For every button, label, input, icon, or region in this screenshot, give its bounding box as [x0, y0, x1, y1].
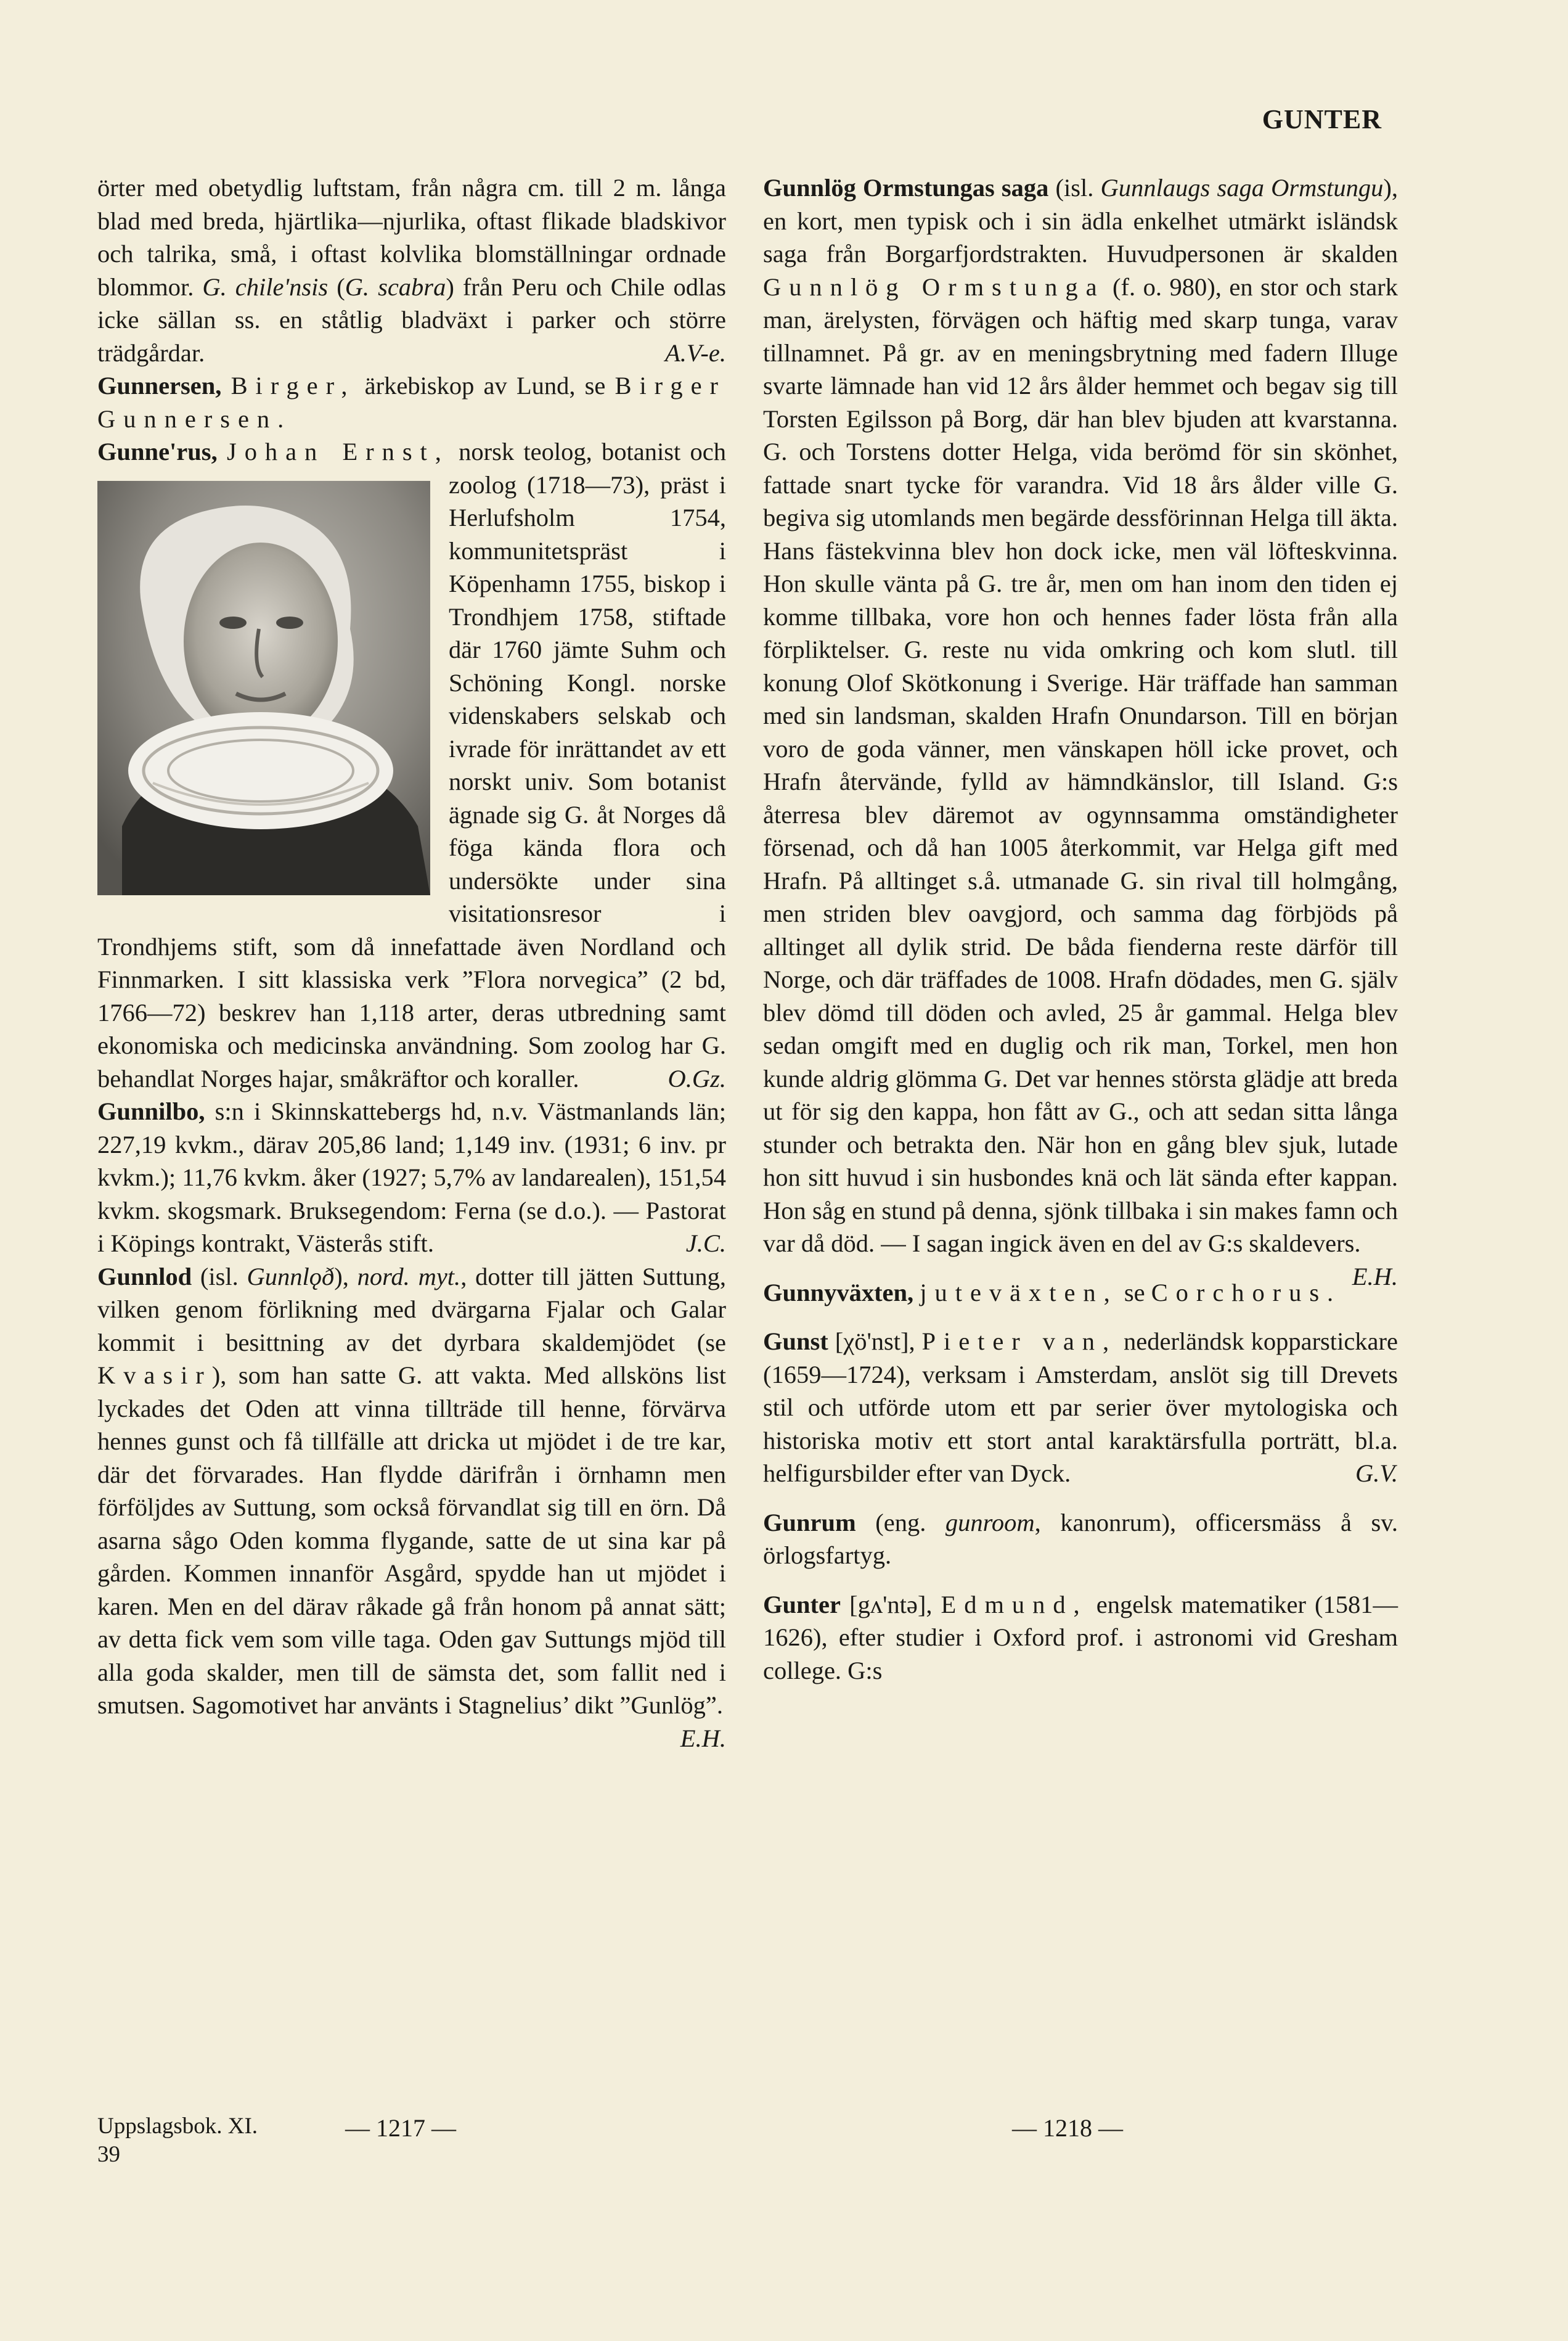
author-signature: E.H.: [680, 1724, 726, 1752]
author-signature: O.Gz.: [668, 1064, 726, 1093]
author-signature: G.V.: [1355, 1459, 1398, 1487]
entry-gunrum: Gunrum (eng. gunroom, kanonrum), officersmäss å sv. örlogsfartyg.: [763, 1508, 1398, 1569]
page-number-left: — 1217 —: [345, 2114, 456, 2142]
running-head: GUNTER: [1262, 104, 1382, 134]
headword: Gunst: [763, 1327, 828, 1355]
entry-gunter: Gunter [gʌ'ntə], Edmund, engelsk matematiker (1581—1626), efter studier i Oxford prof. i astronomi vid Gresham college. G:s: [763, 1590, 1398, 1684]
sheet-signature: 39: [97, 2142, 120, 2167]
portrait-engraving-icon: [97, 481, 430, 895]
entry-gunnera-continued: örter med obetydlig luftstam, från några cm. till 2 m. långa blad med breda, hjärtlika—njurlika, oftast flikade bladskivor och talrika, små, i oftast kolvlika blomställningar ordnade blommor. G. chile'nsis (G. scabra) från Peru och Chile odlas icke sällan ss. en ståtlig bladväxt i parker och större trädgårdar. A.V-e.: [97, 171, 726, 369]
right-column: [763, 171, 1398, 1687]
entry-gunnerus: Gunne'rus, Johan Ernst, norsk teolog, botanist och zoolog (1718—73), präst i Herlufsholm 1754, kommunitetspräst i Köpenhamn 1755, biskop i Trondhjem 1758, stiftade där 1760 jämte Suhm och Schöning Kongl. norske videnskabers selskab och ivrade för inrättandet av ett norskt univ. Som botanist ägnade sig G. åt Norges då föga kända flora och undersökte under sina visitationsresor i Trondhjems stift, som då innefattade även Nordland och Finnmarken. I sitt klassiska verk ”Flora norvegica” (2 bd, 1766—72) beskrev han 1,118 arter, deras utbredning samt ekonomiska och medicinska användning. Som zoolog har G. behandlat Norges hajar, småkräftor och koraller. O.Gz.: [97, 435, 726, 1095]
headword: Gunnyväxten,: [763, 1278, 914, 1306]
headword: Gunne'rus,: [97, 438, 218, 465]
page-number-right: — 1218 —: [1012, 2114, 1123, 2142]
headword: Gunnersen,: [97, 372, 222, 400]
entry-gunnlog-saga: Gunnlög Ormstungas saga (isl. Gunnlaugs saga Ormstungu), en kort, men typisk och i sin ädla enkelhet utmärkt isländsk saga från Borgarfjordstrakten. Huvudpersonen är skalden Gunnlög Ormstunga (f. o. 980), en stor och stark man, ärelysten, förvägen och häftig med skarp tunga, varav tillnamnet. På gr. av en meningsbrytning med fadern Illuge svarte lämnade han vid 12 års ålder hemmet och begav sig till Torsten Egilsson på Borg, där han blev bjuden att kvarstanna. G. och Torstens dotter Helga, vida berömd för sin skönhet, fattade snart tycke för varandra. Vid 18 års ålder ville G. begiva sig utomlands men begärde dessförinnan Helga till äkta. Hans fästekvinna blev hon dock icke, men väl löfteskvinna. Hon skulle vänta på G. tre år, men om han inom den tiden ej komme tillbaka, vore hon och hennes fader lösta från alla förpliktelser. G. reste nu vida omkring och kom slutl. till konung Olof Skötkonung i Sverige. Här träffade han samman med sin landsman, skalden Hrafn Onundarson. Till en början voro de goda vänner, men vänskapen höll icke provet, och Hrafn återvände, fylld av hämndkänslor, till Island. G:s återresa blev däremot av ogynnsamma omständigheter försenad, och då han 1005 återkommit, var Helga gift med Hrafn. På alltinget s.å. utmanade G. sin rival till holmgång, men striden blev oavgjord, och samma dag förbjöds på alltinget all dylik strid. De båda fienderna reste därför till Norge, och där träffades de 1008. Hrafn dödades, men G. själv blev dömd till döden och avled, 25 år gammal. Helga blev sedan omgift med en duglig och rik man, Torkel, men hon kunde aldrig glömma G. Det var hennes största glädje att breda ut för sig den kappa, hon fått av G., och att sedan sitta långa stunder och betrakta den. När hon en gång blev sjuk, lutade hon sitt huvud i sin husbondes knä och lät sända efter kappan. Hon såg en stund på denna, sjönk tillbaka i sin makes famn och var då död. — I sagan ingick även en del av G:s skaldevers. E.H.: [763, 171, 1398, 1260]
entry-gunnilbo: Gunnilbo, s:n i Skinnskattebergs hd, n.v. Västmanlands län; 227,19 kvkm., därav 205,86 land; 1,149 inv. (1931; 6 inv. pr kvkm.); 11,76 kvkm. åker (1927; 5,7% av landarealen), 151,54 kvkm. skogsmark. Bruksegendom: Ferna (se d.o.). — Pastorat i Köpings kontrakt, Västerås stift. J.C.: [97, 1095, 726, 1260]
book-title: Uppslagsbok. XI.: [97, 2113, 258, 2139]
headword: Gunrum: [763, 1508, 856, 1536]
entry-gunst: Gunst [χö'nst], Pieter van, nederländsk kopparstickare (1659—1724), verksam i Amsterdam, anslöt sig till Drevets stil och utförde utom ett par serier över mytologiska och historiska motiv ett stort antal karaktärsfulla porträtt, bl.a. helfigursbilder efter van Dyck. G.V.: [763, 1325, 1398, 1490]
left-column: [97, 171, 726, 1755]
author-signature: J.C.: [685, 1229, 726, 1257]
headword: Gunnilbo,: [97, 1097, 205, 1125]
headword: Gunter: [763, 1590, 841, 1618]
footer-book-label: [97, 2112, 258, 2169]
headword: Gunnlod: [97, 1262, 192, 1290]
entry-gunnyvaxten: Gunnyväxten, juteväxten, se Corchorus.: [763, 1278, 1342, 1306]
author-signature: A.V-e.: [665, 338, 726, 367]
entry-gunnlod: Gunnlod (isl. Gunnlǫð), nord. myt., dotter till jätten Suttung, vilken genom förlikning med dvärgarna Fjalar och Galar kommit i besittning av det dyrbara skaldemjödet (se Kvasir), som han satte G. att vakta. Med allsköns list lyckades det Oden att vinna tillträde till henne, förvärva hennes gunst och få tillfälle att dricka ut mjödet i de tre kar, där det förvarades. Han flydde därifrån i örnhamn men förföljdes av Suttung, som också förvandlat sig till en örn. Då asarna sågo Oden komma flygande, satte de ut sina kar på gården. Kommen innanför Asgård, spydde han ut mjödet i karen. Men en del därav råkade gå från honom på annat sätt; av detta fick vem som ville taga. Oden gav Suttungs mjöd till alla goda skalder, men till de sämsta det, som fallit ned i smutsen. Sagomotivet har använts i Stagnelius’ dikt ”Gunlög”. E.H.: [97, 1260, 726, 1722]
headword: Gunnlög Ormstungas saga: [763, 174, 1049, 202]
entry-gunnersen: Gunnersen, Birger, ärkebiskop av Lund, se Birger Gunnersen.: [97, 372, 726, 433]
author-signature: E.H.: [1352, 1262, 1398, 1290]
